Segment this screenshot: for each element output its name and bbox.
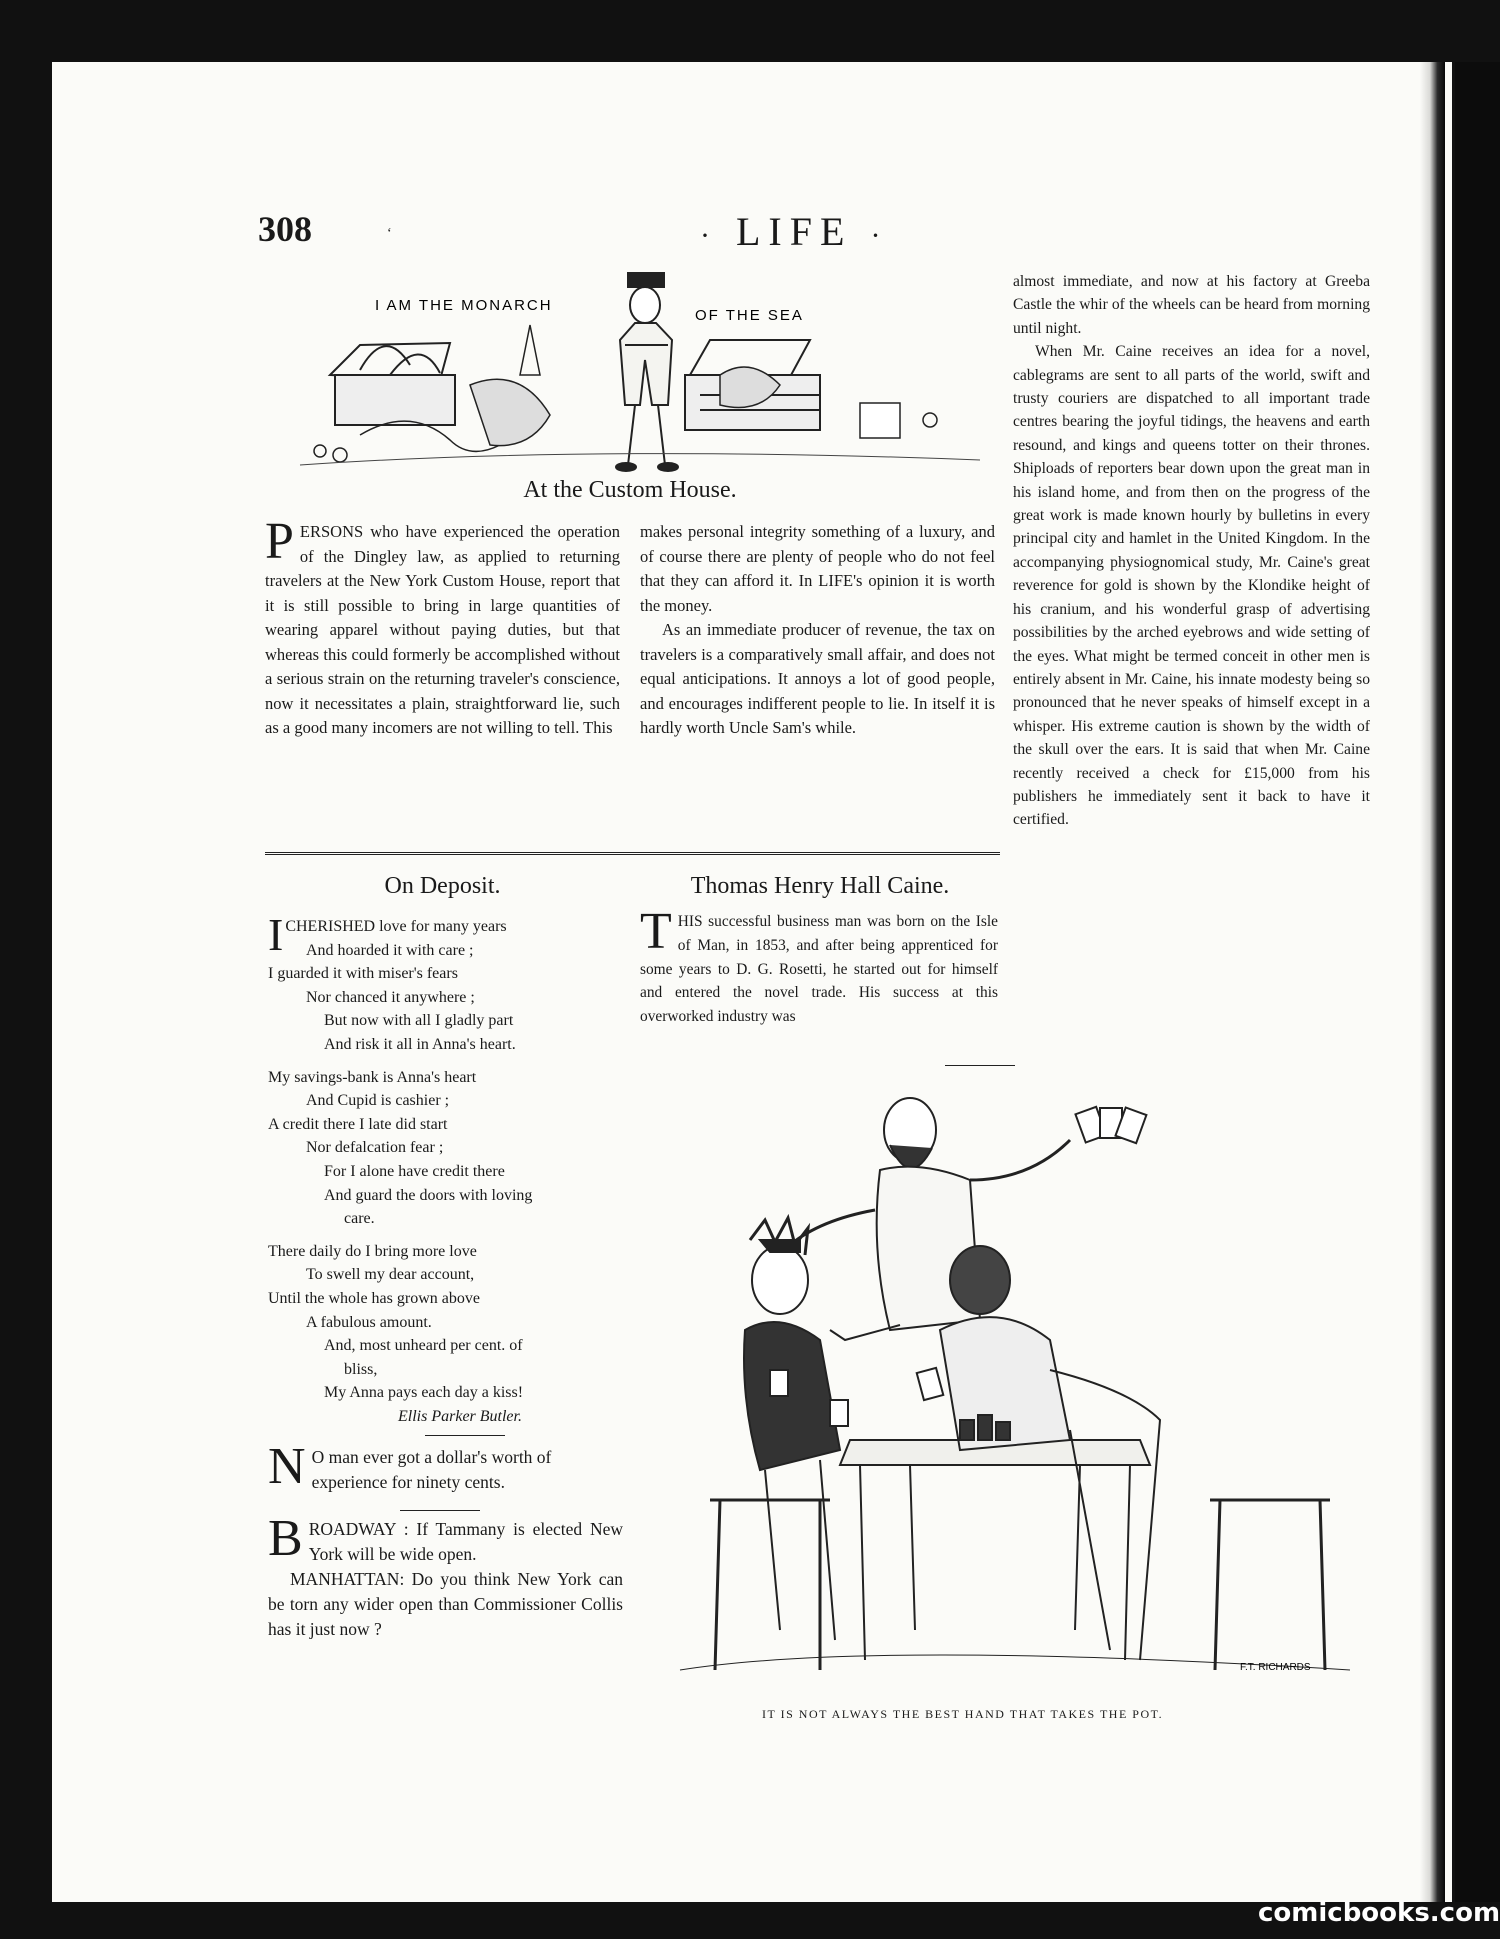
page-number: 308: [258, 209, 312, 249]
poem-line: bliss,: [344, 1360, 378, 1378]
caine-text-2: When Mr. Caine receives an idea for a novel, cablegrams are sent to all parts of the world, swift and trusty couriers are dispatched to all important trade centres bearing the joyful tidings, the heavens and earth resound, and kings and queens totter on their thrones. Shiploads of reporters bear down upon the great man in his island home, and from then on the progress of the great work is made known hourly by bulletins in every principal city and hamlet in the United Kingdom. In the accompanying physiognomical study, Mr. Caine's great reverence for gold is shown by the Klondike height of his cranium, and his wonderful grasp of advertising possibilities by the arched eyebrows and wide setting of the eyes. What might be termed conceit in other men is entirely absent in Mr. Caine, his innate modesty being so pronounced that he never speaks of himself except in a whisper. His extreme caution is shown by the width of the skull over the ears. It is said that when Mr. Caine recently received a check for £15,000 from his publishers he immediately sent it back to have it certified.: [1013, 343, 1370, 829]
dropcap-t: T: [640, 903, 672, 960]
watermark-logo: comicbooks.com: [1258, 1898, 1500, 1928]
poem-line: care.: [344, 1210, 375, 1228]
dropcap-p: P: [265, 513, 294, 570]
monarch-cartoon: [290, 265, 990, 480]
ninety-cents-paragraph: [268, 1438, 623, 1495]
caine-intro-text: HIS successful business man was born on the Isle of Man, in 1853, and after being apprenticed for some years to D. G. Rosetti, he started out for himself and entered the novel trade. His success at this overworked industry was: [640, 913, 998, 1026]
custom-house-title: At the Custom House.: [523, 477, 737, 503]
cartoon-ground-line: [300, 454, 980, 465]
custom-house-text-2: makes personal integrity something of a luxury, and of course there are plenty of people who do not feel that they can afford it. In LIFE's opinion it is worth the money.: [640, 522, 995, 615]
stanza-1: [268, 909, 628, 1057]
poker-cartoon: [670, 1070, 1360, 1695]
broadway-text: ROADWAY : If Tammany is elected New York will be wide open.: [308, 1519, 623, 1564]
stray-mark: ‘: [387, 226, 392, 241]
short-rule: [425, 1435, 505, 1436]
stanza-2: [268, 1066, 628, 1231]
on-deposit-title: On Deposit.: [384, 873, 501, 899]
dropcap-b: B: [268, 1510, 303, 1567]
poem-line: My savings-bank is Anna's heart: [268, 1068, 477, 1086]
poker-cartoon-caption: IT IS NOT ALWAYS THE BEST HAND THAT TAKES THE POT.: [762, 1707, 1164, 1721]
section-divider: [265, 852, 1000, 855]
poem-line: And hoarded it with care ;: [306, 941, 474, 959]
poem-line: Nor defalcation fear ;: [306, 1139, 444, 1157]
custom-house-col1: [265, 513, 620, 741]
customs-officer-figure: [616, 273, 678, 471]
poem-line: And, most unheard per cent. of: [324, 1337, 523, 1355]
poem-author: Ellis Parker Butler.: [398, 1407, 522, 1425]
poem-line: For I alone have credit there: [324, 1162, 505, 1180]
cartoon-caption-left: I AM THE MONARCH: [375, 297, 553, 314]
seated-man-left: [710, 1218, 840, 1670]
short-rule-2: [400, 1510, 480, 1511]
caine-continued-col: [1013, 270, 1370, 832]
custom-house-col2: [640, 520, 995, 741]
poem-line: My Anna pays each day a kiss!: [324, 1384, 524, 1402]
dropcap-i: I: [268, 909, 284, 960]
poem-line: Nor chanced it anywhere ;: [306, 988, 475, 1006]
open-trunk-left: [330, 343, 455, 425]
masthead: [700, 208, 888, 255]
standing-man-gun: [760, 1098, 1070, 1340]
caine-intro-col: [640, 903, 998, 1029]
masthead-dot-right: ·: [870, 218, 889, 252]
poem-line: CHERISHED love for many years: [285, 918, 507, 935]
page-edge: [1420, 62, 1445, 1902]
caine-text-1: almost immediate, and now at his factory at Greeba Castle the whir of the wheels can be heard from morning until night.: [1013, 273, 1370, 337]
ninety-cents-text: O man ever got a dollar's worth of experience for ninety cents.: [311, 1447, 552, 1492]
masthead-dot-left: ·: [700, 218, 718, 252]
poem-line: But now with all I gladly part: [324, 1012, 514, 1030]
poem-line: I guarded it with miser's fears: [268, 965, 458, 983]
cartoon-caption-right: OF THE SEA: [695, 307, 804, 324]
broadway-paragraph: [268, 1510, 623, 1642]
poem-line: There daily do I bring more love: [268, 1242, 477, 1260]
poem-line: And risk it all in Anna's heart.: [324, 1035, 516, 1053]
custom-house-text-1: ERSONS who have experienced the operation of the Dingley law, as applied to returning travelers at the New York Custom House, report that it is still possible to bring in large quantities of wearing apparel without paying duties, but that whereas this could formerly be accomplished without a serious strain on the returning traveler's conscience, now it necessitates a plain, straightforward lie, such as a good many incomers are not willing to tell. This: [265, 522, 620, 737]
poem-line: A credit there I late did start: [268, 1115, 448, 1133]
short-rule-3: [945, 1065, 1015, 1066]
stanza-3: [268, 1240, 628, 1429]
masthead-title: LIFE: [736, 209, 853, 254]
manhattan-text: : Do you think New York can be torn any wider open than Commissioner Collis has it just now ?: [268, 1569, 623, 1639]
manhattan-label: MANHATTAN: [290, 1569, 400, 1589]
artist-signature: F.T. RICHARDS: [1240, 1662, 1311, 1673]
poem-line: And guard the doors with loving: [324, 1186, 533, 1204]
card-table: [840, 1440, 1150, 1660]
poem-line: A fabulous amount.: [306, 1313, 432, 1331]
poem-line: To swell my dear account,: [306, 1266, 475, 1284]
poem-line: And Cupid is cashier ;: [306, 1092, 450, 1110]
book-spine: [1455, 62, 1500, 1902]
poem-line: Until the whole has grown above: [268, 1289, 480, 1307]
custom-house-text-3: As an immediate producer of revenue, the tax on travelers is a comparatively small affair, and does not equal anticipations. It annoys a lot of good people, and encourages indifferent people to lie. In itself it is hardly worth Uncle Sam's while.: [640, 620, 995, 737]
dropcap-n: N: [268, 1438, 306, 1495]
caine-title: Thomas Henry Hall Caine.: [690, 873, 950, 899]
on-deposit-poem: [268, 909, 628, 1437]
